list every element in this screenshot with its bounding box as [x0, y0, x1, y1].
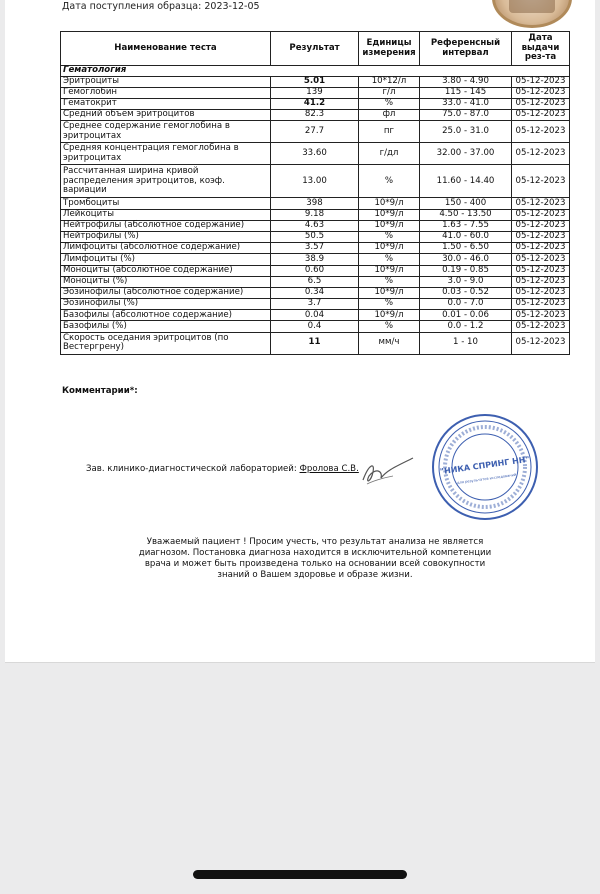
reference-cell: 32.00 - 37.00 — [420, 143, 512, 165]
unit-cell: 10*9/л — [359, 310, 420, 321]
reference-cell: 0.19 - 0.85 — [420, 265, 512, 276]
test-name-cell: Базофилы (абсолютное содержание) — [61, 310, 271, 321]
reference-cell: 0.01 - 0.06 — [420, 310, 512, 321]
result-cell: 5.01 — [271, 76, 359, 87]
test-name-cell: Средний объем эритроцитов — [61, 110, 271, 121]
reference-cell: 0.0 - 7.0 — [420, 299, 512, 310]
table-row — [61, 265, 570, 276]
result-cell: 4.63 — [271, 220, 359, 231]
unit-cell: 10*12/л — [359, 76, 420, 87]
unit-cell: мм/ч — [359, 332, 420, 354]
result-cell: 139 — [271, 87, 359, 98]
result-cell: 41.2 — [271, 99, 359, 110]
col-header-date: Дата выдачи рез-та — [512, 32, 570, 66]
reference-cell: 11.60 - 14.40 — [420, 165, 512, 198]
date-cell: 05-12-2023 — [512, 254, 570, 265]
test-name-cell: Лимфоциты (абсолютное содержание) — [61, 243, 271, 254]
test-name-cell: Тромбоциты — [61, 198, 271, 209]
table-row — [61, 220, 570, 231]
unit-cell: 10*9/л — [359, 287, 420, 298]
unit-cell: 10*9/л — [359, 265, 420, 276]
reference-cell: 0.03 - 0.52 — [420, 287, 512, 298]
result-cell: 0.34 — [271, 287, 359, 298]
reference-cell: 33.0 - 41.0 — [420, 99, 512, 110]
date-cell: 05-12-2023 — [512, 220, 570, 231]
reference-cell: 150 - 400 — [420, 198, 512, 209]
unit-cell: % — [359, 231, 420, 242]
table-header-row — [61, 32, 570, 66]
result-cell: 50.5 — [271, 231, 359, 242]
unit-cell: 10*9/л — [359, 209, 420, 220]
document-page — [5, 0, 595, 663]
reference-cell: 4.50 - 13.50 — [420, 209, 512, 220]
unit-cell: % — [359, 99, 420, 110]
reference-cell: 30.0 - 46.0 — [420, 254, 512, 265]
col-header-unit: Единицы измерения — [359, 32, 420, 66]
reference-cell: 25.0 - 31.0 — [420, 121, 512, 143]
signature-name: Фролова С.В. — [299, 464, 359, 474]
table-row — [61, 209, 570, 220]
table-row — [61, 99, 570, 110]
stamp-center-text: "НИКА СПРИНГ НН" — [439, 454, 531, 477]
table-row — [61, 254, 570, 265]
result-cell: 9.18 — [271, 209, 359, 220]
date-cell: 05-12-2023 — [512, 165, 570, 198]
test-name-cell: Рассчитанная ширина кривой распределения эритроцитов, коэф. вариации — [61, 165, 271, 198]
unit-cell: 10*9/л — [359, 220, 420, 231]
unit-cell: % — [359, 254, 420, 265]
home-indicator[interactable] — [193, 870, 407, 879]
test-name-cell: Лейкоциты — [61, 209, 271, 220]
table-row — [61, 87, 570, 98]
table-row — [61, 321, 570, 332]
date-cell: 05-12-2023 — [512, 110, 570, 121]
date-cell: 05-12-2023 — [512, 332, 570, 354]
result-cell: 33.60 — [271, 143, 359, 165]
reference-cell: 3.80 - 4.90 — [420, 76, 512, 87]
result-cell: 82.3 — [271, 110, 359, 121]
test-name-cell: Эозинофилы (%) — [61, 299, 271, 310]
lab-logo — [492, 0, 572, 28]
unit-cell: фл — [359, 110, 420, 121]
date-cell: 05-12-2023 — [512, 265, 570, 276]
table-row — [61, 287, 570, 298]
date-cell: 05-12-2023 — [512, 209, 570, 220]
reference-cell: 3.0 - 9.0 — [420, 276, 512, 287]
signature-line — [86, 464, 359, 474]
table-row — [61, 110, 570, 121]
signature-title: Зав. клинико-диагностической лабораторией: — [86, 464, 297, 474]
test-name-cell: Моноциты (%) — [61, 276, 271, 287]
result-cell: 0.60 — [271, 265, 359, 276]
unit-cell: г/дл — [359, 143, 420, 165]
reference-cell: 1.50 - 6.50 — [420, 243, 512, 254]
col-header-test: Наименование теста — [61, 32, 271, 66]
result-cell: 0.04 — [271, 310, 359, 321]
date-cell: 05-12-2023 — [512, 299, 570, 310]
result-cell: 13.00 — [271, 165, 359, 198]
test-name-cell: Скорость оседания эритроцитов (по Вестергрену) — [61, 332, 271, 354]
table-row — [61, 143, 570, 165]
date-cell: 05-12-2023 — [512, 321, 570, 332]
date-cell: 05-12-2023 — [512, 287, 570, 298]
reference-cell: 1.63 - 7.55 — [420, 220, 512, 231]
date-cell: 05-12-2023 — [512, 143, 570, 165]
test-name-cell: Нейтрофилы (%) — [61, 231, 271, 242]
table-row — [61, 299, 570, 310]
table-row — [61, 231, 570, 242]
table-row — [61, 276, 570, 287]
section-row — [61, 66, 570, 77]
unit-cell: 10*9/л — [359, 198, 420, 209]
received-date: Дата поступления образца: 2023-12-05 — [62, 1, 260, 12]
handwritten-signature — [357, 450, 417, 490]
result-cell: 38.9 — [271, 254, 359, 265]
result-cell: 3.57 — [271, 243, 359, 254]
disclaimer-text: Уважаемый пациент ! Просим учесть, что результат анализа не является диагнозом. Постановка диагноза находится в исключительной компетенции врача и может быть произведена только на основании всей совокупности знаний о Вашем здоровье и образе жизни. — [138, 537, 492, 580]
table-row — [61, 310, 570, 321]
comments-label: Комментарии*: — [62, 386, 138, 396]
result-cell: 6.5 — [271, 276, 359, 287]
date-cell: 05-12-2023 — [512, 121, 570, 143]
table-row — [61, 121, 570, 143]
results-table — [60, 31, 570, 355]
test-name-cell: Гемоглобин — [61, 87, 271, 98]
date-cell: 05-12-2023 — [512, 99, 570, 110]
test-name-cell: Моноциты (абсолютное содержание) — [61, 265, 271, 276]
date-cell: 05-12-2023 — [512, 76, 570, 87]
test-name-cell: Средняя концентрация гемоглобина в эритроцитах — [61, 143, 271, 165]
date-cell: 05-12-2023 — [512, 310, 570, 321]
unit-cell: 10*9/л — [359, 243, 420, 254]
unit-cell: % — [359, 165, 420, 198]
col-header-result: Результат — [271, 32, 359, 66]
reference-cell: 115 - 145 — [420, 87, 512, 98]
unit-cell: % — [359, 299, 420, 310]
lab-stamp — [430, 412, 540, 522]
reference-cell: 41.0 - 60.0 — [420, 231, 512, 242]
date-cell: 05-12-2023 — [512, 231, 570, 242]
table-row — [61, 243, 570, 254]
result-cell: 3.7 — [271, 299, 359, 310]
reference-cell: 0.0 - 1.2 — [420, 321, 512, 332]
test-name-cell: Эозинофилы (абсолютное содержание) — [61, 287, 271, 298]
date-cell: 05-12-2023 — [512, 198, 570, 209]
test-name-cell: Лимфоциты (%) — [61, 254, 271, 265]
test-name-cell: Гематокрит — [61, 99, 271, 110]
date-cell: 05-12-2023 — [512, 276, 570, 287]
unit-cell: пг — [359, 121, 420, 143]
test-name-cell: Эритроциты — [61, 76, 271, 87]
table-row — [61, 165, 570, 198]
unit-cell: г/л — [359, 87, 420, 98]
reference-cell: 75.0 - 87.0 — [420, 110, 512, 121]
date-cell: 05-12-2023 — [512, 243, 570, 254]
unit-cell: % — [359, 276, 420, 287]
result-cell: 27.7 — [271, 121, 359, 143]
result-cell: 0.4 — [271, 321, 359, 332]
table-row — [61, 198, 570, 209]
test-name-cell: Базофилы (%) — [61, 321, 271, 332]
date-cell: 05-12-2023 — [512, 87, 570, 98]
test-name-cell: Нейтрофилы (абсолютное содержание) — [61, 220, 271, 231]
section-title: Гематология — [61, 66, 570, 77]
table-row — [61, 76, 570, 87]
result-cell: 11 — [271, 332, 359, 354]
result-cell: 398 — [271, 198, 359, 209]
reference-cell: 1 - 10 — [420, 332, 512, 354]
stamp-sub-text: для результатов исследований — [456, 472, 517, 486]
table-row — [61, 332, 570, 354]
test-name-cell: Среднее содержание гемоглобина в эритроцитах — [61, 121, 271, 143]
unit-cell: % — [359, 321, 420, 332]
col-header-reference: Референсный интервал — [420, 32, 512, 66]
